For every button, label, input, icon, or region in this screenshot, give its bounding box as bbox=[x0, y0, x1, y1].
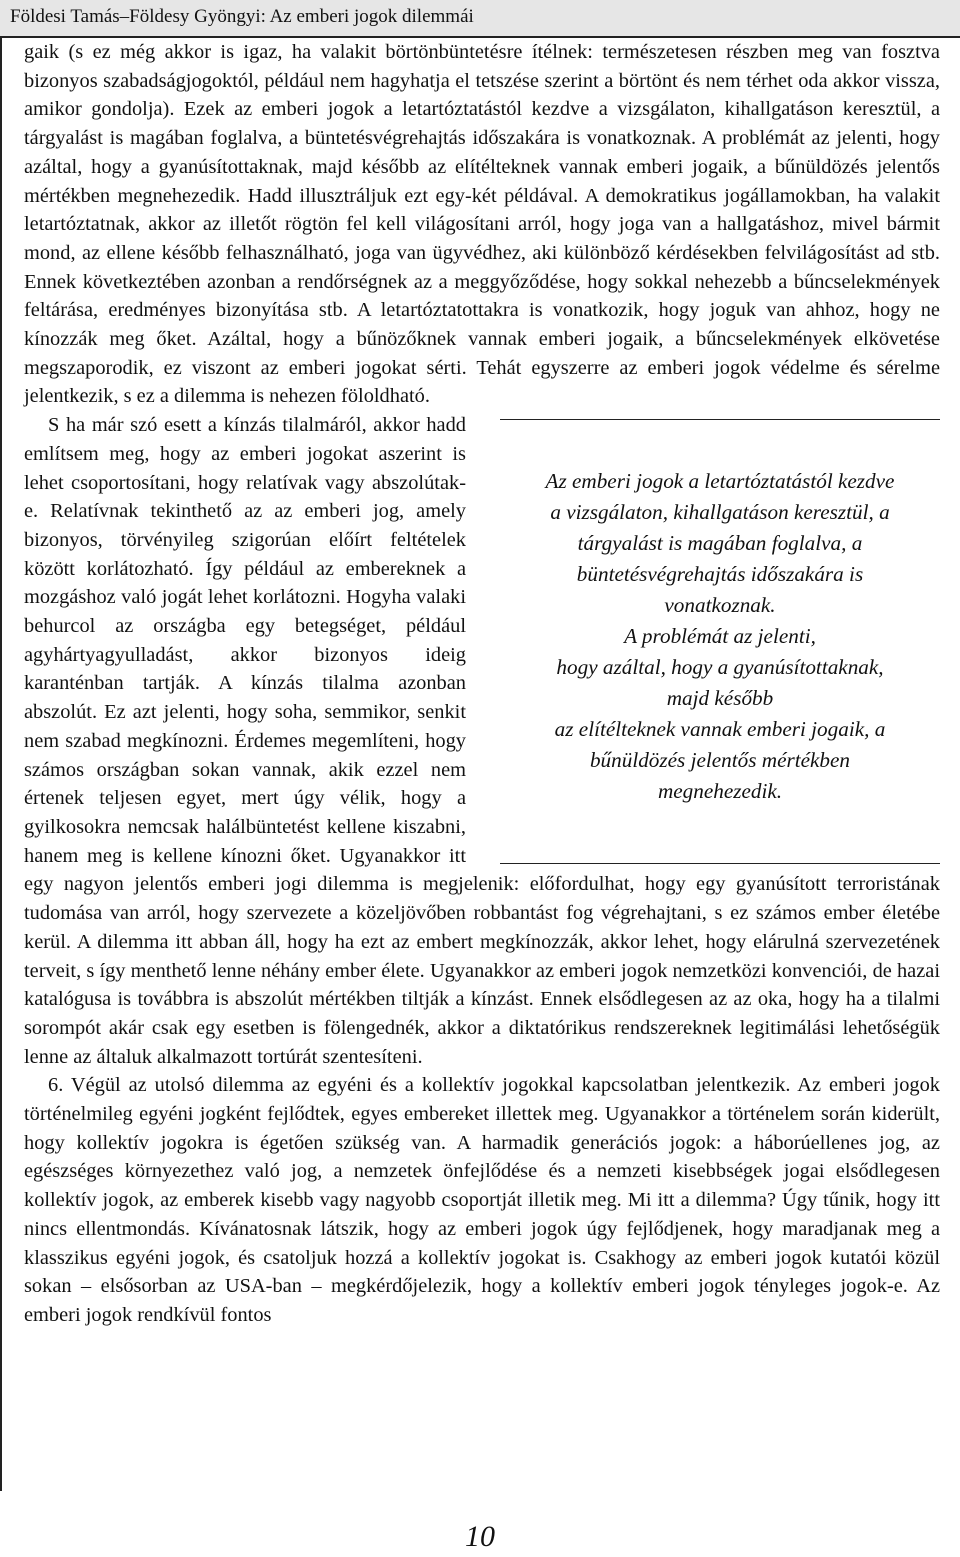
pull-quote-text bbox=[500, 466, 940, 807]
running-header bbox=[0, 0, 960, 38]
paragraph-3: 6. Végül az utolsó dilemma az egyéni és a kollektív jogokkal kapcsolatban jelentkezik. Az emberi jogok történelmileg egyéni jogként fejlődtek, egyes embereket illettek meg. Ugyanakkor a történelem során kiderült, hogy kollektív jogokra is égetően szükség van. A harmadik generációs jogok: a háborúellenes jog, az egészséges környezethez való jog, a nemzetek önfejlődése és a nemzeti kisebbségek jogai elsődlegesen kollektív jogok, az emberek kisebb vagy nagyobb csoportját illetik meg. Mi itt a dilemma? Úgy tűnik, hogy itt nincs ellentmondás. Kívánatosnak látszik, hogy az emberi jogok úgy fejlődjenek, hogy maradjanak meg a klasszikus egyéni jogok, és csatoljuk hozzá a kollektív jogokat is. Csakhogy az emberi jogok kutatói közül sokan – elsősorban az USA-ban – megkérdőjelezik, hogy a kollektív emberi jogok tényleges jogok-e. Az emberi jogok rendkívül fontos bbox=[24, 1074, 940, 1326]
pull-quote-line: hogy azáltal, hogy a gyanúsítottaknak, bbox=[556, 655, 884, 680]
page-number: 10 bbox=[465, 1520, 495, 1553]
pull-quote-top-rule bbox=[500, 419, 940, 420]
pull-quote-line: tárgyalást is magában foglalva, a bbox=[577, 531, 863, 556]
left-margin-rule bbox=[0, 36, 2, 1491]
pull-quote-line: büntetésvégrehajtás időszakára is bbox=[576, 562, 864, 587]
pull-quote bbox=[500, 419, 940, 864]
pull-quote-line: az elítélteknek vannak emberi jogaik, a bbox=[554, 717, 886, 742]
pull-quote-bottom-rule bbox=[500, 863, 940, 864]
running-title: Földesi Tamás–Földesy Gyöngyi: Az emberi jogok dilemmái bbox=[10, 6, 474, 27]
pull-quote-line: majd később bbox=[666, 686, 774, 711]
pull-quote-line: a vizsgálaton, kihallgatáson keresztül, a bbox=[550, 500, 890, 525]
article-body bbox=[24, 38, 940, 1330]
paragraph-1: gaik (s ez még akkor is igaz, ha valakit börtönbüntetésre ítélnek: természetesen részben meg van fosztva bizonyos szabadságjogoktól, például nem hagyhatja el tetszése szerint a börtönt és nem térhet oda akkor vissza, amikor gondolja). Ezek az emberi jogok a letartóztatástól kezdve a vizsgálaton, kihallgatáson keresztül, a tárgyalást is magában foglalva, a büntetésvégrehajtás időszakára is vonatkoznak. A problémát az jelenti, hogy azáltal, hogy a gyanúsítottaknak, majd később az elítélteknek vannak emberi jogaik, a bűnüldözés jelentős mértékben megnehezedik. Hadd illusztráljuk ezt egy-két példával. A demokratikus jogállamokban, ha valakit letartóztatnak, akkor az illetőt rögtön fel kell világosítani arról, hogy joga van a hallgatáshoz, mivel bármit mond, az ellene később felhasználható, joga van ügyvédhez, aki különböző kérdésekben felvilágosítást ad stb. Ennek következtében azonban a rendőrségnek az a meggyőződése, hogy sokkal nehezebb a bűncselekmények feltárása, eredményes bizonyítása stb. A letartóztatottakra is vonatkozik, hogy joguk van ahhoz, hogy ne kínozzák meg őket. Azáltal, hogy a bűnözőknek vannak emberi jogaik, a bűncselekmények elkövetése megszaporodik, ez viszont az emberi jogokat sérti. Tehát egyszerre az emberi jogok védelme és sérelme jelentkezik, s ez a dilemma is nehezen föloldható. bbox=[24, 41, 940, 408]
pull-quote-line: A problémát az jelenti, bbox=[624, 624, 816, 649]
pull-quote-line: bűnüldözés jelentős mértékben bbox=[589, 748, 851, 773]
pull-quote-line: vonatkoznak. bbox=[664, 593, 776, 618]
pull-quote-line: Az emberi jogok a letartóztatástól kezdve bbox=[545, 469, 895, 494]
paragraph-2: S ha már szó esett a kínzás tilalmáról, akkor hadd említsem meg, hogy az emberi jogokat aszerint is lehet csoportosítani, hogy relatívak vagy abszolútak-e. Relatívnak tekinthető az az emberi jog, amely bizonyos, törvényileg szigorúan előírt feltételek között korlátozható. Így például az embereknek a mozgáshoz való jogát lehet korlátozni. Hogyha valaki behurcol az országba egy betegséget, például agyhártyagyulladást, akkor bizonyos ideig karanténban tartják. A kínzás tilalma azonban abszolút. Ez azt jelenti, hogy soha, semmikor, senkit nem szabad megkínozni. Érdemes megemlíteni, hogy számos országban sokan vannak, akik ezzel nem értenek teljesen egyet, mert úgy vélik, hogy a gyilkosokra nemcsak halálbüntetést kellene kiszabni, hanem meg is kellene kínozni őket. Ugyanakkor itt egy nagyon jelentős emberi jogi dilemma is megjelenik: előfordulhat, hogy egy gyanúsított terroristának tudomása van arról, hogy szervezete a közeljövőben robbantást fog végrehajtani, s ez számos ember életébe kerül. A dilemma itt abban áll, hogy ha ezt az embert megkínozzák, akkor lehet, hogy elárulná szervezetének terveit, s így menthető lenne néhány ember élete. Ugyanakkor az emberi jogok nemzetközi konvenciói, de hazai katalógusa is továbbra is abszolút mértékben tiltják a kínzást. Ennek elsődlegesen az az oka, hogy ha a tilalmi sorompót akár csak egy esetben is fölengednék, akkor a diktatórikus rendszereknek legitimálási lehetőségük lenne az általuk alkalmazott tortúrát szentesíteni. bbox=[24, 414, 940, 1068]
pull-quote-line: megnehezedik. bbox=[657, 779, 783, 804]
